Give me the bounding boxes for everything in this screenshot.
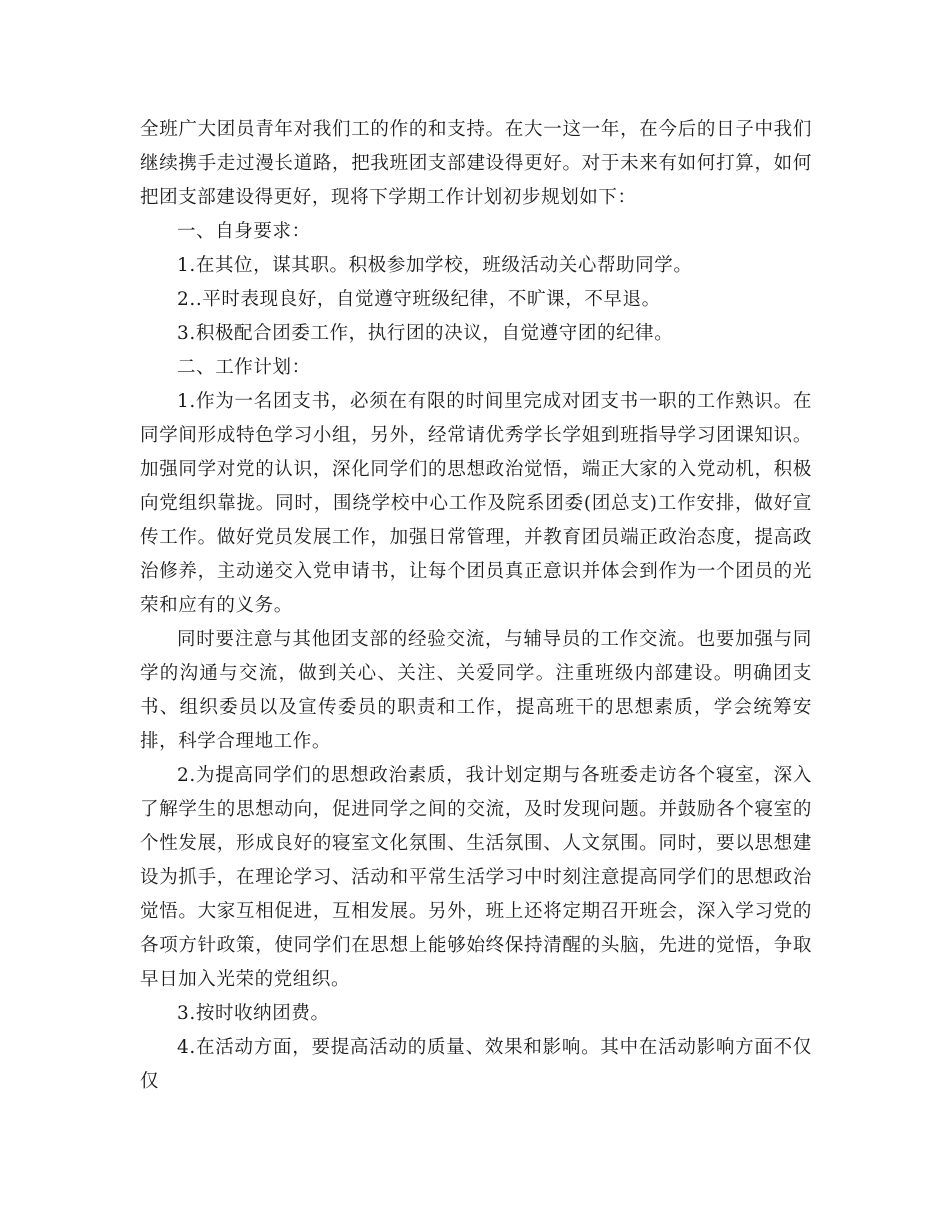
document-body bbox=[140, 113, 812, 1099]
plan-item-1: 1.作为一名团支书，必须在有限的时间里完成对团支书一职的工作熟识。在同学间形成特色学习小组，另外，经常请优秀学长学姐到班指导学习团课知识。加强同学对党的认识，深化同学们的思想政治觉悟，端正大家的入党动机，积极向党组织靠拢。同时，围绕学校中心工作及院系团委(团总支)工作安排，做好宣传工作。做好党员发展工作，加强日常管理，并教育团员端正政治态度，提高政治修养，主动递交入党申请书，让每个团员真正意识并体会到作为一个团员的光荣和应有的义务。 bbox=[140, 391, 812, 616]
heading-work-plan: 二、工作计划： bbox=[177, 357, 311, 378]
plan-item-2: 2.为提高同学们的思想政治素质，我计划定期与各班委走访各个寝室，深入了解学生的思想动向，促进同学之间的交流，及时发现问题。并鼓励各个寝室的个性发展，形成良好的寝室文化氛围、生活氛围、人文氛围。同时，要以思想建设为抓手，在理论学习、活动和平常生活学习中时刻注意提高同学们的思想政治觉悟。大家互相促进，互相发展。另外，班上还将定期召开班会，深入学习党的各项方针政策，使同学们在思想上能够始终保持清醒的头脑，先进的觉悟，争取早日加入光荣的党组织。 bbox=[140, 765, 812, 990]
requirement-item-2: 2..平时表现良好，自觉遵守班级纪律，不旷课，不早退。 bbox=[177, 289, 661, 310]
requirement-item-3: 3.积极配合团委工作，执行团的决议，自觉遵守团的纪律。 bbox=[177, 323, 674, 344]
paragraph-intro: 全班广大团员青年对我们工的作的和支持。在大一这一年，在今后的日子中我们继续携手走过漫长道路，把我班团支部建设得更好。对于未来有如何打算，如何把团支部建设得更好，现将下学期工作计划初步规划如下： bbox=[140, 119, 812, 208]
plan-item-3: 3.按时收纳团费。 bbox=[177, 1003, 330, 1024]
requirement-item-1: 1.在其位，谋其职。积极参加学校，班级活动关心帮助同学。 bbox=[177, 255, 693, 276]
heading-self-requirements: 一、自身要求： bbox=[177, 221, 311, 242]
plan-item-1-continued: 同时要注意与其他团支部的经验交流，与辅导员的工作交流。也要加强与同学的沟通与交流，做到关心、关注、关爱同学。注重班级内部建设。明确团支书、组织委员以及宣传委员的职责和工作，提高班干的思想素质，学会统筹安排，科学合理地工作。 bbox=[140, 629, 812, 752]
plan-item-4: 4.在活动方面，要提高活动的质量、效果和影响。其中在活动影响方面不仅仅 bbox=[140, 1037, 812, 1092]
